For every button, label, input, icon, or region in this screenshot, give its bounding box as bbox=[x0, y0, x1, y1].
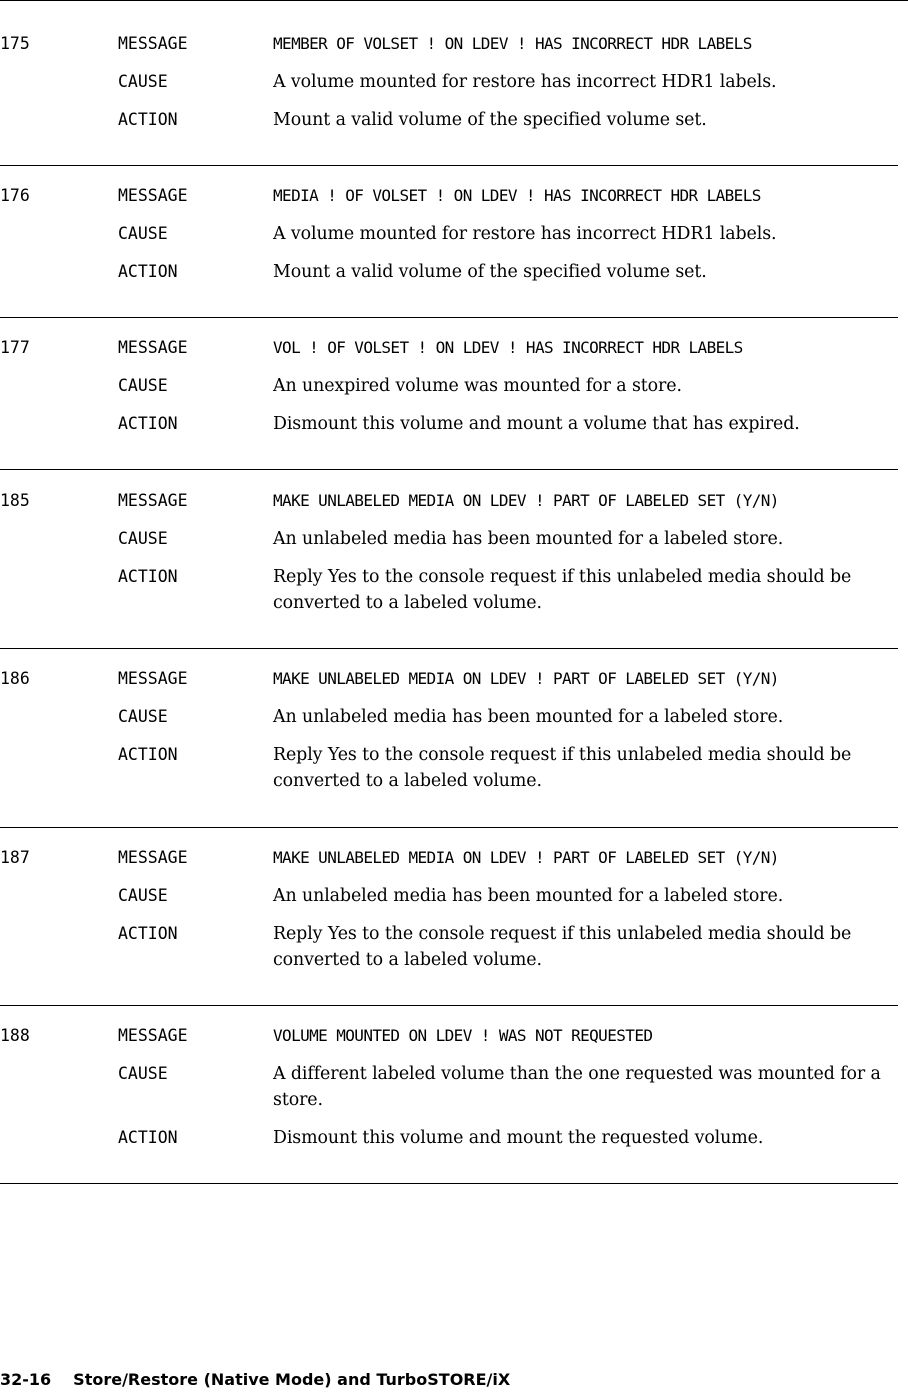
action-label: ACTION bbox=[118, 1128, 178, 1147]
cause-text: A different labeled volume than the one requested was mounted for a store. bbox=[273, 1064, 881, 1110]
footer-title: Store/Restore (Native Mode) and TurboSTORE/iX bbox=[73, 1370, 511, 1389]
action-text: Reply Yes to the console request if this unlabeled media should be converted to a labeled volume. bbox=[273, 567, 852, 613]
action-label: ACTION bbox=[118, 262, 178, 281]
action-label: ACTION bbox=[118, 924, 178, 943]
error-entry-188 bbox=[0, 1023, 898, 1163]
action-text: Dismount this volume and mount a volume that has expired. bbox=[273, 414, 800, 434]
cause-text: An unlabeled media has been mounted for a labeled store. bbox=[273, 886, 784, 906]
message-label: MESSAGE bbox=[118, 34, 188, 53]
error-number: 175 bbox=[0, 34, 30, 53]
message-label: MESSAGE bbox=[118, 1026, 188, 1045]
entry-divider bbox=[0, 1183, 898, 1184]
entry-divider bbox=[0, 827, 898, 828]
error-entry-187 bbox=[0, 845, 898, 985]
cause-label: CAUSE bbox=[118, 1064, 168, 1083]
entry-divider bbox=[0, 469, 898, 470]
action-label: ACTION bbox=[118, 567, 178, 586]
message-text: VOL ! OF VOLSET ! ON LDEV ! HAS INCORRECT HDR LABELS bbox=[273, 338, 743, 357]
message-text: MEMBER OF VOLSET ! ON LDEV ! HAS INCORRECT HDR LABELS bbox=[273, 34, 752, 53]
action-text: Dismount this volume and mount the requested volume. bbox=[273, 1128, 764, 1148]
error-entry-175 bbox=[0, 31, 898, 145]
message-text: MAKE UNLABELED MEDIA ON LDEV ! PART OF LABELED SET (Y/N) bbox=[273, 491, 779, 510]
error-entry-176 bbox=[0, 183, 898, 297]
cause-text: An unlabeled media has been mounted for a labeled store. bbox=[273, 529, 784, 549]
message-text: MAKE UNLABELED MEDIA ON LDEV ! PART OF LABELED SET (Y/N) bbox=[273, 669, 779, 688]
cause-text: An unlabeled media has been mounted for a labeled store. bbox=[273, 707, 784, 727]
message-label: MESSAGE bbox=[118, 338, 188, 357]
action-label: ACTION bbox=[118, 414, 178, 433]
entry-divider bbox=[0, 648, 898, 649]
cause-label: CAUSE bbox=[118, 707, 168, 726]
entry-divider bbox=[0, 1005, 898, 1006]
message-text: MAKE UNLABELED MEDIA ON LDEV ! PART OF LABELED SET (Y/N) bbox=[273, 848, 779, 867]
error-number: 188 bbox=[0, 1026, 30, 1045]
message-label: MESSAGE bbox=[118, 669, 188, 688]
error-entry-177 bbox=[0, 335, 898, 449]
action-text: Reply Yes to the console request if this unlabeled media should be converted to a labeled volume. bbox=[273, 924, 852, 970]
message-label: MESSAGE bbox=[118, 186, 188, 205]
error-number: 187 bbox=[0, 848, 30, 867]
message-label: MESSAGE bbox=[118, 491, 188, 510]
message-label: MESSAGE bbox=[118, 848, 188, 867]
cause-label: CAUSE bbox=[118, 886, 168, 905]
error-entry-186 bbox=[0, 666, 898, 806]
action-text: Mount a valid volume of the specified volume set. bbox=[273, 110, 707, 130]
cause-text: A volume mounted for restore has incorrect HDR1 labels. bbox=[273, 72, 777, 92]
cause-label: CAUSE bbox=[118, 72, 168, 91]
message-text: VOLUME MOUNTED ON LDEV ! WAS NOT REQUESTED bbox=[273, 1026, 653, 1045]
cause-text: A volume mounted for restore has incorrect HDR1 labels. bbox=[273, 224, 777, 244]
page-number: 32-16 bbox=[0, 1370, 52, 1389]
error-number: 177 bbox=[0, 338, 30, 357]
cause-label: CAUSE bbox=[118, 376, 168, 395]
cause-label: CAUSE bbox=[118, 529, 168, 548]
action-label: ACTION bbox=[118, 110, 178, 129]
entry-divider bbox=[0, 165, 898, 166]
action-text: Mount a valid volume of the specified volume set. bbox=[273, 262, 707, 282]
page-footer bbox=[0, 1369, 510, 1391]
cause-text: An unexpired volume was mounted for a store. bbox=[273, 376, 682, 396]
error-entry-185 bbox=[0, 488, 898, 628]
action-label: ACTION bbox=[118, 745, 178, 764]
message-text: MEDIA ! OF VOLSET ! ON LDEV ! HAS INCORRECT HDR LABELS bbox=[273, 186, 761, 205]
cause-label: CAUSE bbox=[118, 224, 168, 243]
action-text: Reply Yes to the console request if this unlabeled media should be converted to a labeled volume. bbox=[273, 745, 852, 791]
error-number: 176 bbox=[0, 186, 30, 205]
entry-divider bbox=[0, 317, 898, 318]
top-divider bbox=[0, 0, 908, 1]
error-number: 185 bbox=[0, 491, 30, 510]
error-number: 186 bbox=[0, 669, 30, 688]
